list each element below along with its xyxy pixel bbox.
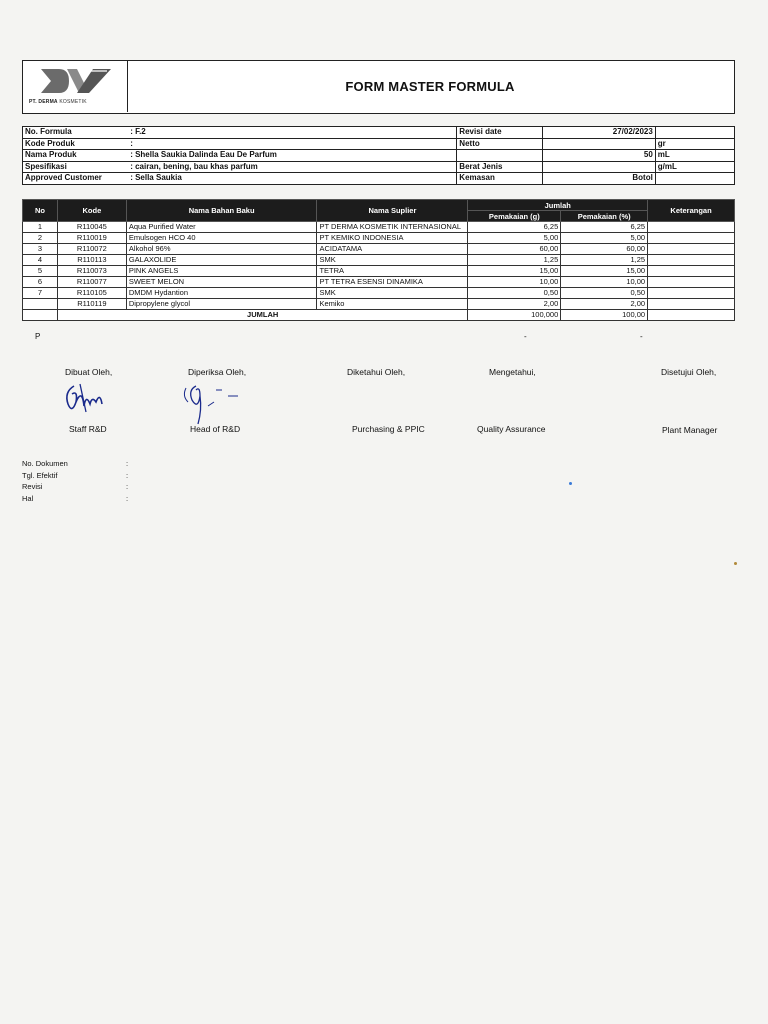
info-row bbox=[23, 173, 735, 185]
doc-info-label: Tgl. Efektif bbox=[22, 470, 58, 480]
info-label2 bbox=[457, 150, 543, 162]
total-keterangan bbox=[648, 310, 735, 321]
info-unit bbox=[655, 173, 734, 185]
cell-no: 2 bbox=[23, 233, 58, 244]
info-unit bbox=[655, 127, 734, 139]
cell-pemakaian-g: 2,00 bbox=[468, 299, 561, 310]
cell-keterangan bbox=[648, 277, 735, 288]
cell-kode: R110072 bbox=[57, 244, 126, 255]
signature-staff-rnd-icon bbox=[60, 380, 110, 420]
total-pct: 100,00 bbox=[561, 310, 648, 321]
cell-suplier: SMK bbox=[317, 255, 468, 266]
col-suplier-header: Nama Suplier bbox=[317, 200, 468, 222]
col-keterangan-header: Keterangan bbox=[648, 200, 735, 222]
cell-suplier: TETRA bbox=[317, 266, 468, 277]
cell-suplier: Kemiko bbox=[317, 299, 468, 310]
cell-keterangan bbox=[648, 255, 735, 266]
cell-pemakaian-g: 60,00 bbox=[468, 244, 561, 255]
sig-bottom-plant-manager: Plant Manager bbox=[662, 425, 718, 435]
info-label2: Berat Jenis bbox=[457, 161, 543, 173]
info-value: : cairan, bening, bau khas parfum bbox=[128, 161, 457, 173]
info-row bbox=[23, 161, 735, 173]
table-row bbox=[23, 266, 735, 277]
cell-no: 6 bbox=[23, 277, 58, 288]
col-pemakaian-g-header: Pemakaian (g) bbox=[468, 211, 561, 222]
doc-info-row bbox=[22, 481, 128, 493]
col-nama-header: Nama Bahan Baku bbox=[126, 200, 317, 222]
info-label2: Netto bbox=[457, 138, 543, 150]
info-value2: Botol bbox=[543, 173, 656, 185]
doc-info-sep: : bbox=[126, 470, 129, 480]
doc-info-sep: : bbox=[126, 482, 129, 491]
cell-kode: R110077 bbox=[57, 277, 126, 288]
cell-pemakaian-pct: 2,00 bbox=[561, 299, 648, 310]
cell-no bbox=[23, 299, 58, 310]
page-title: FORM MASTER FORMULA bbox=[345, 79, 515, 94]
info-value: : Shella Saukia Dalinda Eau De Parfum bbox=[128, 150, 457, 162]
cell-nama: GALAXOLIDE bbox=[126, 255, 317, 266]
total-label: JUMLAH bbox=[57, 310, 468, 321]
info-row bbox=[23, 138, 735, 150]
info-value2 bbox=[543, 161, 656, 173]
cell-nama: SWEET MELON bbox=[126, 277, 317, 288]
info-value: : F.2 bbox=[128, 127, 457, 139]
cell-pemakaian-pct: 6,25 bbox=[561, 222, 648, 233]
scan-speck bbox=[734, 562, 737, 565]
cell-no: 1 bbox=[23, 222, 58, 233]
cell-pemakaian-g: 0,50 bbox=[468, 288, 561, 299]
cell-keterangan bbox=[648, 233, 735, 244]
cell-pemakaian-g: 10,00 bbox=[468, 277, 561, 288]
sig-top-purchasing: Diketahui Oleh, bbox=[347, 367, 406, 377]
total-g: 100,000 bbox=[468, 310, 561, 321]
table-row bbox=[23, 255, 735, 266]
cell-pemakaian-g: 1,25 bbox=[468, 255, 561, 266]
signature-head-rnd-icon bbox=[178, 380, 248, 428]
info-label: No. Formula bbox=[23, 127, 129, 139]
scan-speck bbox=[569, 482, 572, 485]
sig-top-staff-rnd: Dibuat Oleh, bbox=[65, 367, 113, 377]
doc-info-row bbox=[22, 493, 128, 505]
info-unit: g/mL bbox=[655, 161, 734, 173]
doc-info-sep: : bbox=[126, 493, 129, 503]
info-label2: Kemasan bbox=[457, 173, 543, 185]
total-row bbox=[23, 310, 735, 321]
doc-info-label: No. Dokumen bbox=[22, 459, 68, 468]
dash-mark-g: - bbox=[524, 332, 527, 341]
company-logo-icon bbox=[37, 65, 115, 97]
info-label: Spesifikasi bbox=[23, 161, 129, 173]
cell-keterangan bbox=[648, 288, 735, 299]
company-name-suffix: KOSMETIK bbox=[59, 99, 87, 105]
form-header bbox=[22, 60, 735, 114]
materials-table bbox=[22, 199, 735, 321]
company-logo-cell bbox=[23, 61, 128, 112]
company-name bbox=[29, 99, 87, 105]
sig-top-qa: Mengetahui, bbox=[489, 367, 536, 377]
info-label: Approved Customer bbox=[23, 173, 129, 185]
cell-pemakaian-pct: 10,00 bbox=[561, 277, 648, 288]
sig-bottom-purchasing: Purchasing & PPIC bbox=[352, 424, 425, 434]
document-info bbox=[22, 458, 128, 504]
cell-kode: R110019 bbox=[57, 233, 126, 244]
cell-kode: R110045 bbox=[57, 222, 126, 233]
cell-keterangan bbox=[648, 266, 735, 277]
cell-nama: DMDM Hydantion bbox=[126, 288, 317, 299]
table-row bbox=[23, 222, 735, 233]
info-value: : bbox=[128, 138, 457, 150]
sig-bottom-qa: Quality Assurance bbox=[477, 424, 546, 434]
dash-mark-pct: - bbox=[640, 332, 643, 341]
cell-no: 5 bbox=[23, 266, 58, 277]
table-row bbox=[23, 244, 735, 255]
info-label2: Revisi date bbox=[457, 127, 543, 139]
col-kode-header: Kode bbox=[57, 200, 126, 222]
cell-suplier: SMK bbox=[317, 288, 468, 299]
sig-top-head-rnd: Diperiksa Oleh, bbox=[188, 367, 247, 377]
table-row bbox=[23, 299, 735, 310]
total-empty-no bbox=[23, 310, 58, 321]
table-row bbox=[23, 288, 735, 299]
info-label: Kode Produk bbox=[23, 138, 129, 150]
cell-kode: R110119 bbox=[57, 299, 126, 310]
info-unit: gr bbox=[655, 138, 734, 150]
doc-info-label: Revisi bbox=[22, 482, 43, 491]
cell-nama: Dipropylene glycol bbox=[126, 299, 317, 310]
cell-kode: R110073 bbox=[57, 266, 126, 277]
info-value2: 50 bbox=[543, 150, 656, 162]
cell-no: 3 bbox=[23, 244, 58, 255]
table-row bbox=[23, 233, 735, 244]
cell-suplier: PT DERMA KOSMETIK INTERNASIONAL bbox=[317, 222, 468, 233]
info-value2 bbox=[543, 138, 656, 150]
doc-info-row bbox=[22, 470, 128, 482]
cell-nama: PINK ANGELS bbox=[126, 266, 317, 277]
cell-kode: R110105 bbox=[57, 288, 126, 299]
info-row bbox=[23, 150, 735, 162]
cell-suplier: ACIDATAMA bbox=[317, 244, 468, 255]
info-value: : Sella Saukia bbox=[128, 173, 457, 185]
info-label: Nama Produk bbox=[23, 150, 129, 162]
cell-pemakaian-g: 15,00 bbox=[468, 266, 561, 277]
info-row bbox=[23, 127, 735, 139]
cell-nama: Aqua Purified Water bbox=[126, 222, 317, 233]
company-name-strong: PT. DERMA bbox=[29, 99, 58, 105]
doc-info-label: Hal bbox=[22, 493, 34, 503]
sig-bottom-staff-rnd: Staff R&D bbox=[69, 424, 107, 434]
cell-nama: Alkohol 96% bbox=[126, 244, 317, 255]
col-no-header: No bbox=[23, 200, 58, 222]
cell-pemakaian-pct: 15,00 bbox=[561, 266, 648, 277]
doc-info-row bbox=[22, 458, 128, 470]
cell-kode: R110113 bbox=[57, 255, 126, 266]
formula-info-table bbox=[22, 126, 735, 185]
cell-pemakaian-pct: 5,00 bbox=[561, 233, 648, 244]
info-unit: mL bbox=[655, 150, 734, 162]
col-pemakaian-pct-header: Pemakaian (%) bbox=[561, 211, 648, 222]
sig-top-plant-manager: Disetujui Oleh, bbox=[661, 367, 717, 377]
col-jumlah-header: Jumlah bbox=[468, 200, 648, 211]
cell-nama: Emulsogen HCO 40 bbox=[126, 233, 317, 244]
cell-keterangan bbox=[648, 222, 735, 233]
doc-info-sep: : bbox=[126, 459, 129, 468]
cell-no: 4 bbox=[23, 255, 58, 266]
cell-suplier: PT KEMIKO INDONESIA bbox=[317, 233, 468, 244]
cell-keterangan bbox=[648, 244, 735, 255]
cell-pemakaian-pct: 1,25 bbox=[561, 255, 648, 266]
cell-pemakaian-pct: 60,00 bbox=[561, 244, 648, 255]
p-mark: P bbox=[35, 332, 41, 341]
cell-no: 7 bbox=[23, 288, 58, 299]
cell-pemakaian-pct: 0,50 bbox=[561, 288, 648, 299]
cell-keterangan bbox=[648, 299, 735, 310]
table-row bbox=[23, 277, 735, 288]
info-value2: 27/02/2023 bbox=[543, 127, 656, 139]
cell-pemakaian-g: 6,25 bbox=[468, 222, 561, 233]
cell-pemakaian-g: 5,00 bbox=[468, 233, 561, 244]
sig-bottom-head-rnd: Head of R&D bbox=[190, 424, 241, 434]
cell-suplier: PT TETRA ESENSI DINAMIKA bbox=[317, 277, 468, 288]
